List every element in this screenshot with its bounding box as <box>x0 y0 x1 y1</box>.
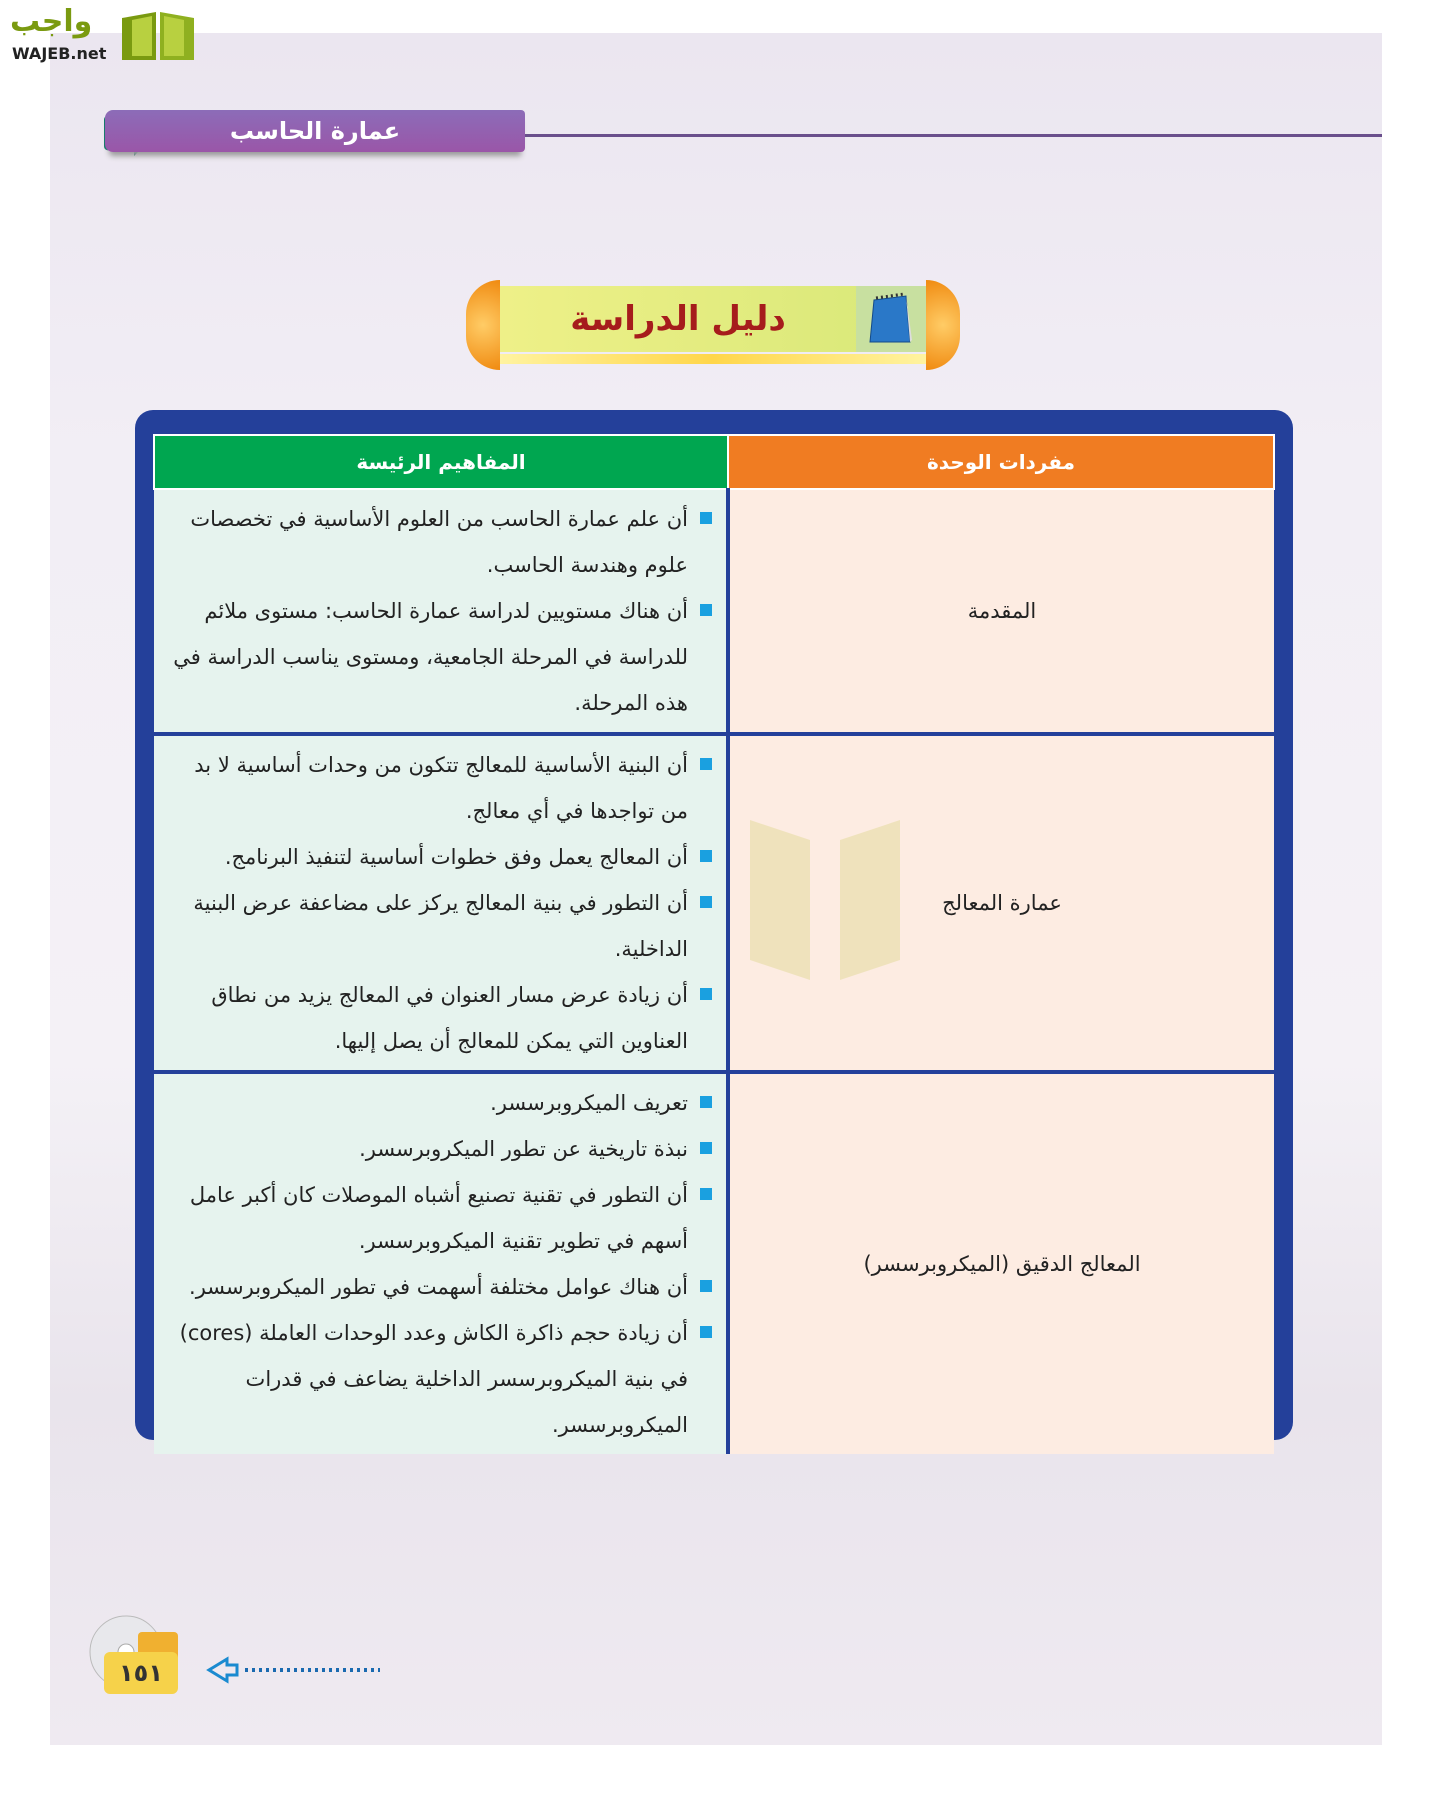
concept-item: أن هناك مستويين لدراسة عمارة الحاسب: مستوى ملائم للدراسة في المرحلة الجامعية، ومستوى يناسب الدراسة في هذه المرحلة. <box>162 588 714 726</box>
concepts-cell <box>154 1072 728 1454</box>
table-row <box>154 1072 1274 1454</box>
concept-item: أن التطور في بنية المعالج يركز على مضاعفة عرض البنية الداخلية. <box>162 880 714 972</box>
concepts-cell <box>154 489 728 734</box>
notepad-icon <box>856 286 926 352</box>
chapter-title: عمارة الحاسب <box>105 110 525 152</box>
logo-latin: WAJEB.net <box>12 44 107 63</box>
banner-cap-left <box>466 280 500 370</box>
header-concepts: المفاهيم الرئيسة <box>154 435 728 489</box>
logo-arabic: واجب <box>10 4 93 39</box>
wajeb-logo <box>10 4 190 66</box>
watermark-book-icon <box>480 810 980 980</box>
chapter-divider <box>525 134 1382 137</box>
back-arrow-icon[interactable] <box>205 1655 385 1685</box>
section-title: دليل الدراسة <box>570 299 786 339</box>
concept-item: نبذة تاريخية عن تطور الميكروبرسسر. <box>162 1126 714 1172</box>
unit-cell: المقدمة <box>728 489 1274 734</box>
unit-cell: عمارة المعالج <box>728 734 1274 1072</box>
book-icon <box>120 10 196 62</box>
banner-body <box>500 286 926 352</box>
unit-cell: المعالج الدقيق (الميكروبرسسر) <box>728 1072 1274 1454</box>
concept-item: أن زيادة حجم ذاكرة الكاش وعدد الوحدات العاملة (cores) في بنية الميكروبرسسر الداخلية يضاعف في قدرات الميكروبرسسر. <box>162 1310 714 1448</box>
concept-item: أن هناك عوامل مختلفة أسهمت في تطور الميكروبرسسر. <box>162 1264 714 1310</box>
page-number: ١٥١ <box>104 1652 178 1694</box>
concept-item: أن المعالج يعمل وفق خطوات أساسية لتنفيذ البرنامج. <box>162 834 714 880</box>
concept-item: أن التطور في تقنية تصنيع أشباه الموصلات كان أكبر عامل أسهم في تطوير تقنية الميكروبرسسر. <box>162 1172 714 1264</box>
header-unit: مفردات الوحدة <box>728 435 1274 489</box>
concept-item: أن زيادة عرض مسار العنوان في المعالج يزيد من نطاق العناوين التي يمكن للمعالج أن يصل إليها. <box>162 972 714 1064</box>
concept-item: أن البنية الأساسية للمعالج تتكون من وحدات أساسية لا بد من تواجدها في أي معالج. <box>162 742 714 834</box>
section-banner <box>466 280 960 370</box>
table-header-row <box>154 435 1274 489</box>
concept-item: أن علم عمارة الحاسب من العلوم الأساسية في تخصصات علوم وهندسة الحاسب. <box>162 496 714 588</box>
concept-item: تعريف الميكروبرسسر. <box>162 1080 714 1126</box>
banner-stripe <box>500 354 926 364</box>
table-row <box>154 489 1274 734</box>
banner-cap-right <box>926 280 960 370</box>
